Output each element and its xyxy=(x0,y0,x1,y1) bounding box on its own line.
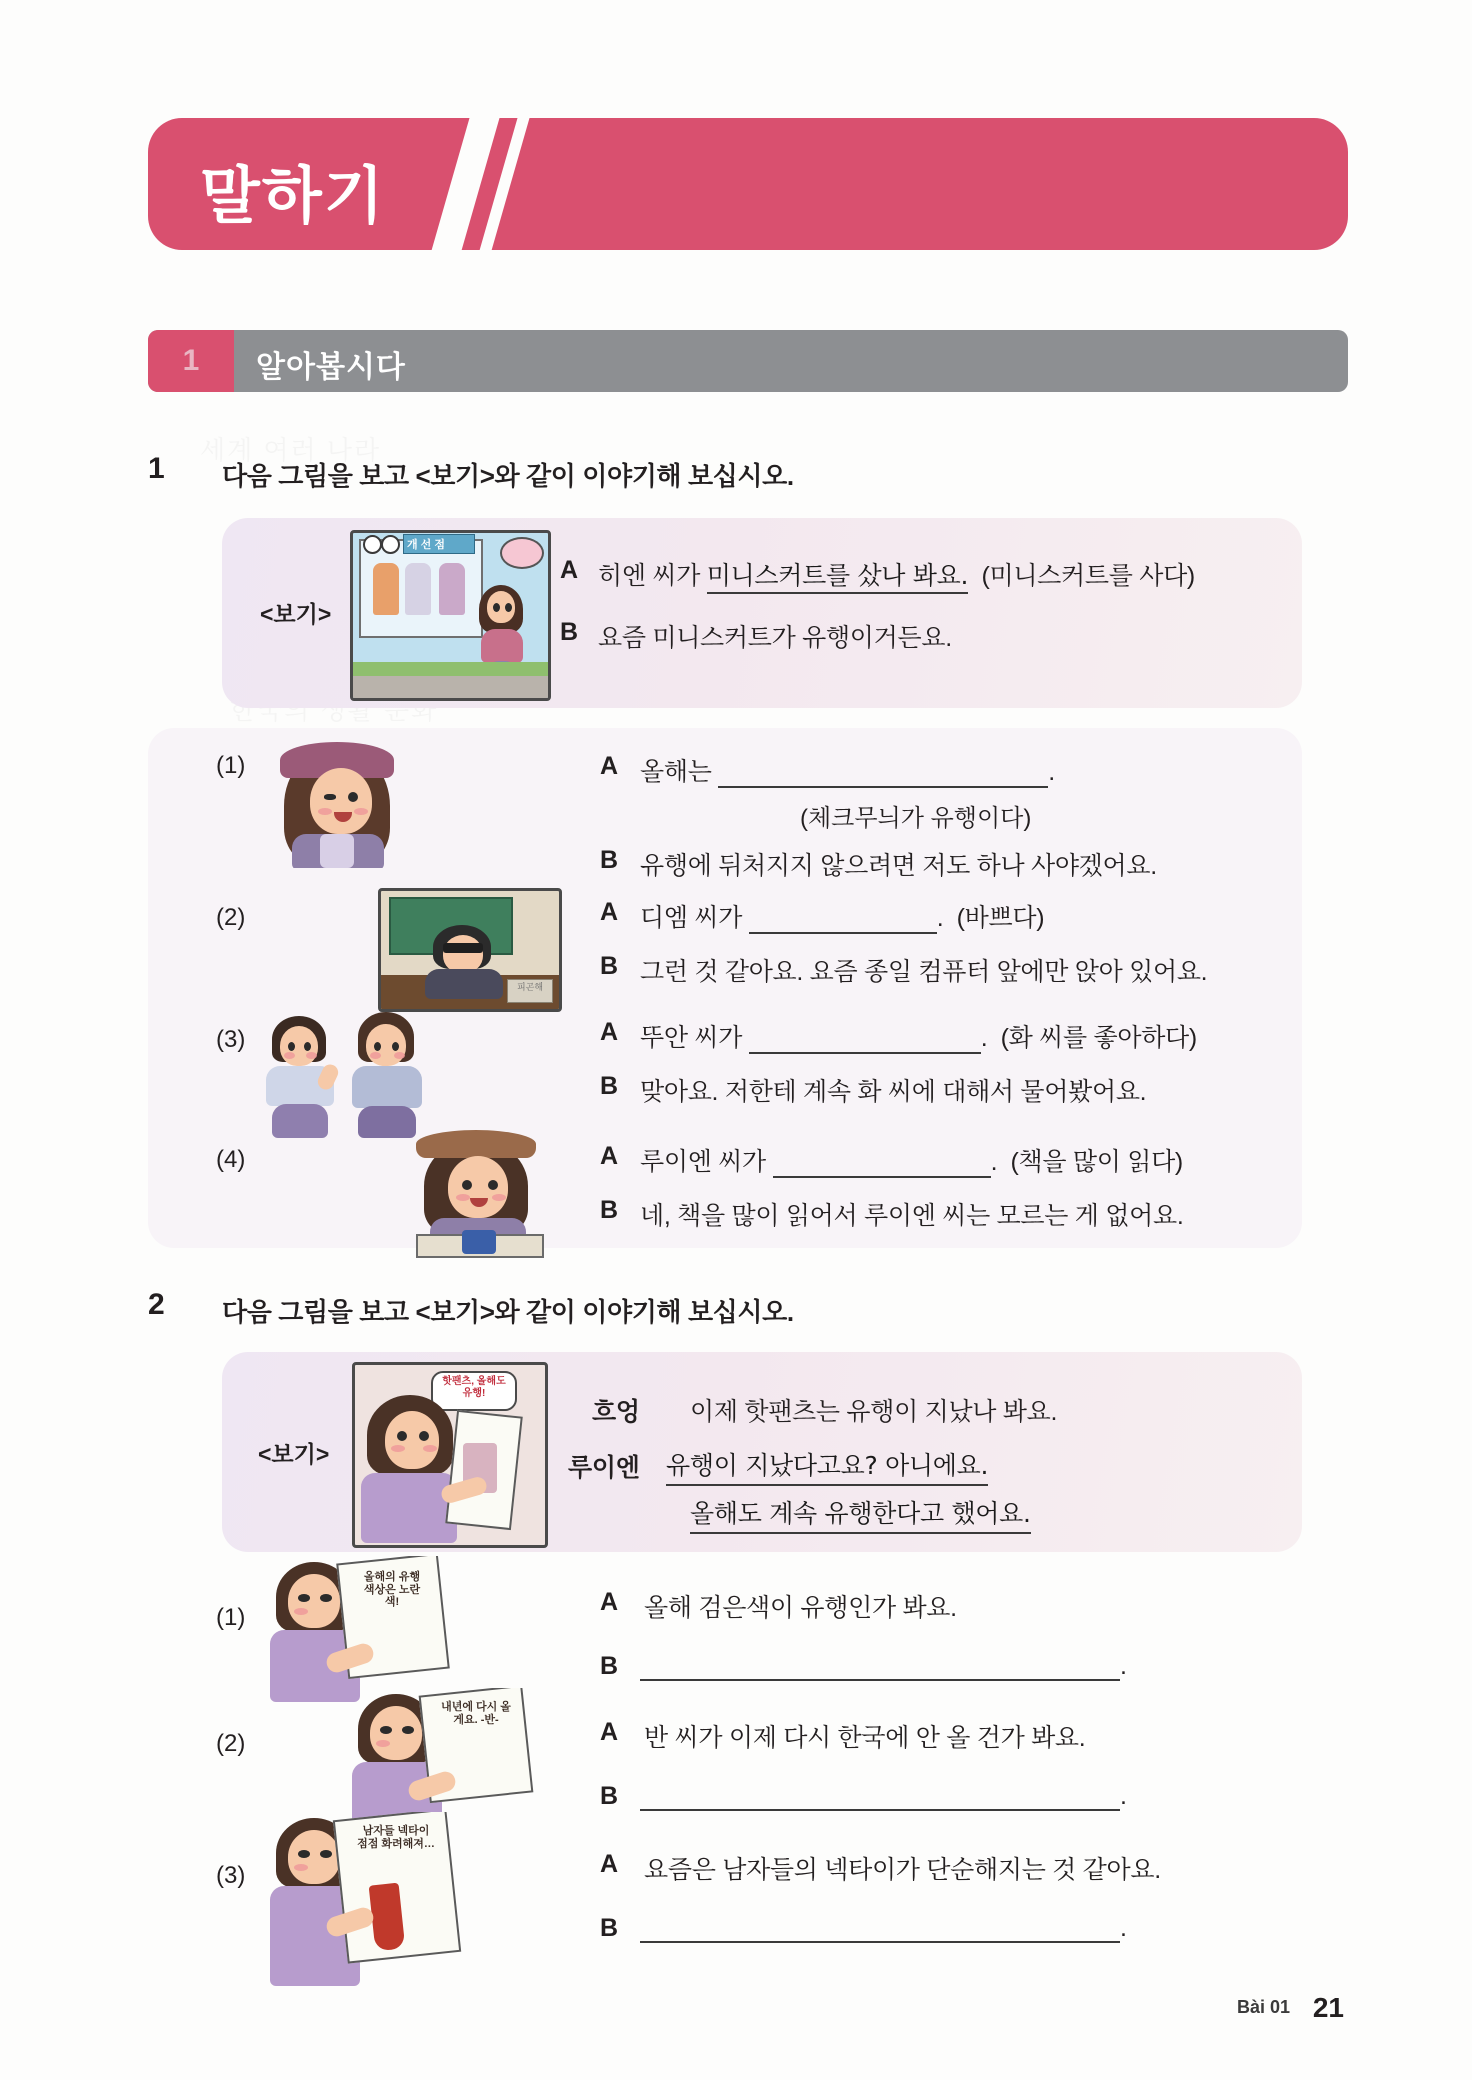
task-1-item-3-number: (3) xyxy=(216,1026,246,1053)
task-1-example-a-line xyxy=(598,556,1195,592)
item-4-a-prefix: 루이엔 씨가 xyxy=(640,1148,766,1176)
task-1-item-1-answer-blank[interactable] xyxy=(718,760,1048,788)
task-2-item-1-number: (1) xyxy=(216,1604,246,1631)
task-1-item-2-number: (2) xyxy=(216,904,246,931)
task-1-item-4-answer-blank[interactable] xyxy=(773,1150,991,1178)
item-2-a-prefix: 디엠 씨가 xyxy=(640,904,743,932)
task-1-item-1-a-speaker: A xyxy=(600,752,619,780)
task-2-item-3-illustration xyxy=(268,1812,468,1988)
task-1-item-1-number: (1) xyxy=(216,752,246,779)
example-a-hint: (미니스커트를 사다) xyxy=(981,562,1195,590)
task-2-item-3-number: (3) xyxy=(216,1862,246,1889)
bleed-through-text: 세계 여러 나라 xyxy=(200,435,382,465)
task-2-instruction: 다음 그림을 보고 <보기>와 같이 이야기해 보십시오. xyxy=(222,1297,794,1327)
task-2-item-2-b-speaker: B xyxy=(600,1782,619,1810)
task-1-example-illustration xyxy=(350,530,551,701)
task-2-example-line-2b: 올해도 계속 유행한다고 했어요. xyxy=(690,1494,1031,1534)
task-1-item-4-hint: (책을 많이 읽다) xyxy=(1010,1148,1183,1176)
section-number: 1 xyxy=(148,330,234,392)
task-1-item-1-a-line: 올해는 . xyxy=(640,758,1055,786)
task-2-item-3-b-speaker: B xyxy=(600,1914,619,1942)
task-1-item-3-b-line: 맞아요. 저한테 계속 화 씨에 대해서 물어봤어요. xyxy=(640,1078,1147,1106)
item-2-2-paper-text: 내년에 다시 올 게요. -반- xyxy=(441,1701,511,1726)
task-1-item-4-a-line: 루이엔 씨가 . (책을 많이 읽다) xyxy=(640,1148,1183,1176)
task-1-item-3-a-speaker: A xyxy=(600,1018,619,1046)
task-2-item-1-a-speaker: A xyxy=(600,1588,619,1616)
task-1-example-a-speaker: A xyxy=(560,556,579,584)
task-2-example-illustration xyxy=(352,1362,548,1548)
task-1-item-1-illustration xyxy=(262,738,412,868)
task-1-item-2-a-line: 디엠 씨가 . (바쁘다) xyxy=(640,904,1045,932)
task-1-item-1-b-line: 유행에 뒤처지지 않으려면 저도 하나 사야겠어요. xyxy=(640,852,1157,880)
footer-lesson-label: Bài 01 xyxy=(1236,1997,1290,2017)
task-2-item-1-illustration xyxy=(268,1556,452,1702)
task-1-item-3-answer-blank[interactable] xyxy=(749,1026,981,1054)
example-a-answer: 미니스커트를 샀나 봐요. xyxy=(707,561,968,594)
task-1-item-4-illustration xyxy=(400,1128,556,1258)
task-1-item-1-hint: (체크무늬가 유행이다) xyxy=(800,805,1032,832)
task-1-item-2-b-speaker: B xyxy=(600,952,619,980)
task-2-example-label: <보기> xyxy=(258,1441,330,1467)
task-1-item-3-illustration xyxy=(258,1010,438,1140)
task-2-item-1-a-line: 올해 검은색이 유행인가 봐요. xyxy=(644,1594,957,1622)
task-2-example-line-1: 이제 핫팬츠는 유행이 지났나 봐요. xyxy=(690,1398,1058,1426)
task-1-item-3-a-line: 뚜안 씨가 . (화 씨를 좋아하다) xyxy=(640,1024,1197,1052)
example-2-bubble-text: 핫팬츠, 올해도 유행! xyxy=(431,1371,517,1411)
task-1-item-2-hint: (바쁘다) xyxy=(956,904,1045,932)
footer-page-number: 21 xyxy=(1312,1992,1344,2023)
task-1-example-b-line: 요즘 미니스커트가 유행이거든요. xyxy=(598,624,952,652)
bleed-through-text: 한국의 생활 문화 xyxy=(230,695,439,725)
task-1-item-1-b-speaker: B xyxy=(600,846,619,874)
page-header-banner xyxy=(148,118,1348,250)
task-2-item-1-b-line: . xyxy=(640,1652,1127,1681)
task-1-example-label: <보기> xyxy=(260,601,332,627)
task-1-example-b-speaker: B xyxy=(560,618,579,646)
task-1-item-4-b-line: 네, 책을 많이 읽어서 루이엔 씨는 모르는 게 없어요. xyxy=(640,1202,1184,1230)
item-2-3-paper-text: 남자들 넥타이 점점 화려해져… xyxy=(357,1825,435,1850)
task-2-item-1-b-speaker: B xyxy=(600,1652,619,1680)
item-2-1-paper-text: 올해의 유행 색상은 노란색! xyxy=(363,1571,421,1609)
task-2-example-speaker-1: 흐엉 xyxy=(592,1398,640,1426)
task-2-item-2-number: (2) xyxy=(216,1730,246,1757)
task-2-item-3-answer-blank[interactable] xyxy=(640,1915,1120,1943)
task-2-example-line-2a: 유행이 지났다고요? 아니에요. xyxy=(666,1446,988,1486)
task-2-item-1-answer-blank[interactable] xyxy=(640,1653,1120,1681)
task-1-item-4-a-speaker: A xyxy=(600,1142,619,1170)
task-2-item-3-a-speaker: A xyxy=(600,1850,619,1878)
example-a-prefix: 히엔 씨가 xyxy=(598,562,707,590)
item-1-a-prefix: 올해는 xyxy=(640,758,712,786)
task-1-item-4-b-speaker: B xyxy=(600,1196,619,1224)
task-1-item-3-hint: (화 씨를 좋아하다) xyxy=(1000,1024,1197,1052)
shop-sign-text: 개 선 점 xyxy=(407,539,445,551)
section-title: 알아봅시다 xyxy=(256,351,406,384)
task-1-item-2-illustration: 피곤해 xyxy=(378,888,562,1012)
task-1-item-2-answer-blank[interactable] xyxy=(749,906,937,934)
item-3-a-prefix: 뚜안 씨가 xyxy=(640,1024,743,1052)
task-1-item-2-a-speaker: A xyxy=(600,898,619,926)
task-2-item-3-b-line: . xyxy=(640,1914,1127,1943)
task-1-item-4-number: (4) xyxy=(216,1146,246,1173)
task-2-item-2-b-line: . xyxy=(640,1782,1127,1811)
task-2-item-3-a-line: 요즘은 남자들의 넥타이가 단순해지는 것 같아요. xyxy=(644,1856,1161,1884)
task-2-example-speaker-2: 루이엔 xyxy=(568,1454,640,1482)
task-1-instruction: 다음 그림을 보고 <보기>와 같이 이야기해 보십시오. xyxy=(222,461,794,491)
task-1-number: 1 xyxy=(148,452,165,485)
section-bar xyxy=(148,330,1348,392)
task-2-item-2-a-speaker: A xyxy=(600,1718,619,1746)
task-2-item-2-answer-blank[interactable] xyxy=(640,1783,1120,1811)
task-2-number: 2 xyxy=(148,1288,165,1321)
task-2-item-2-a-line: 반 씨가 이제 다시 한국에 안 올 건가 봐요. xyxy=(644,1724,1086,1752)
page-title: 말하기 xyxy=(200,162,386,231)
task-1-item-2-b-line: 그런 것 같아요. 요즘 종일 컴퓨터 앞에만 앉아 있어요. xyxy=(640,958,1208,986)
task-1-item-3-b-speaker: B xyxy=(600,1072,619,1100)
